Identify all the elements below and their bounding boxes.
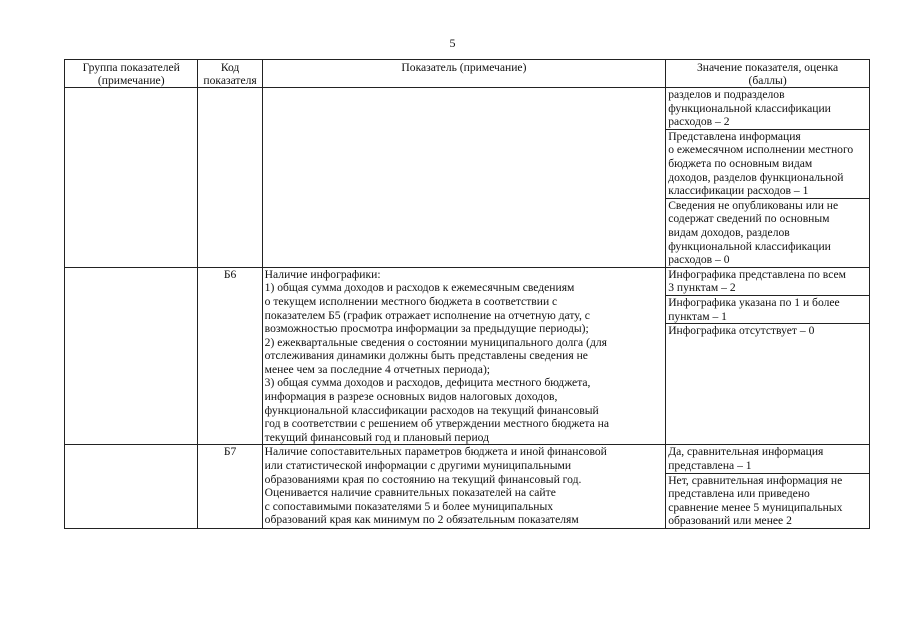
- value-line: бюджета по основным видам: [668, 156, 813, 170]
- header-indicator: [262, 60, 666, 88]
- header-code: [198, 60, 262, 88]
- indicator-line: о текущем исполнении местного бюджета в соответствии с: [264, 294, 558, 308]
- value-option: [666, 268, 869, 296]
- value-option: [666, 474, 869, 528]
- value-line: Инфографика отсутствует – 0: [668, 324, 815, 338]
- table-header-row: [65, 60, 870, 88]
- indicator-cell: [262, 267, 666, 445]
- indicator-line: менее чем за последние 4 отчетных периода);: [264, 362, 491, 376]
- value-line: расходов – 2: [668, 115, 730, 129]
- indicator-line: образований края как минимум по 2 обязательным показателям: [264, 513, 579, 527]
- code-cell: [198, 88, 262, 268]
- indicator-line: 2) ежеквартальные сведения о состоянии муниципального долга (для: [264, 335, 607, 349]
- value-option: [666, 324, 869, 338]
- value-line: пунктам – 1: [668, 309, 727, 323]
- indicator-line: Наличие инфографики:: [264, 267, 381, 281]
- value-line: содержат сведений по основным: [668, 212, 830, 226]
- code-cell: Б6: [198, 267, 262, 445]
- group-cell: [65, 267, 198, 445]
- table-row: [65, 267, 870, 445]
- value-line: представлена – 1: [668, 459, 752, 473]
- header-value-line-2: (баллы): [748, 74, 787, 87]
- value-line: Нет, сравнительная информация не: [668, 473, 843, 487]
- indicator-line: 3) общая сумма доходов и расходов, дефицита местного бюджета,: [264, 376, 591, 390]
- value-line: 3 пунктам – 2: [668, 281, 736, 295]
- indicator-cell: [262, 88, 666, 268]
- indicators-table: [64, 59, 870, 529]
- indicator-line: показателем Б5 (график отражает исполнение на отчетную дату, с: [264, 308, 590, 322]
- indicator-line: Оценивается наличие сравнительных показателей на сайте: [264, 486, 556, 500]
- value-line: функциональной классификации: [668, 239, 831, 253]
- code-cell: Б7: [198, 445, 262, 529]
- header-group: [65, 60, 198, 88]
- value-line: о ежемесячном исполнении местного: [668, 143, 854, 157]
- indicator-line: текущий финансовый год и плановый период: [264, 430, 490, 444]
- header-group-line-2: (примечание): [97, 74, 165, 87]
- value-line: Представлена информация: [668, 129, 801, 143]
- indicator-line: отслеживания динамики должны быть представлены сведения не: [264, 349, 588, 363]
- value-line: представлена или приведено: [668, 487, 810, 501]
- value-line: Инфографика указана по 1 и более: [668, 295, 840, 309]
- header-value-line-1: Значение показателя, оценка: [696, 61, 839, 74]
- indicator-line: функциональной классификации расходов на текущий финансовый: [264, 403, 599, 417]
- header-code-line-1: Код: [220, 61, 240, 74]
- table-row: [65, 445, 870, 529]
- value-option: [666, 88, 869, 130]
- value-line: функциональной классификации: [668, 101, 831, 115]
- value-option: [666, 130, 869, 199]
- header-indicator-line-1: Показатель (примечание): [401, 61, 527, 74]
- value-option: [666, 296, 869, 324]
- value-line: классификации расходов – 1: [668, 184, 809, 198]
- indicator-line: год в соответствии с решением об утверждении местного бюджета на: [264, 417, 610, 431]
- indicator-line: информация в разрезе основных видов налоговых доходов,: [264, 390, 558, 404]
- header-group-line-1: Группа показателей: [82, 61, 180, 74]
- value-line: сравнение менее 5 муниципальных: [668, 500, 843, 514]
- header-value: [666, 60, 870, 88]
- header-code-line-2: показателя: [203, 74, 257, 87]
- table-row: [65, 88, 870, 268]
- indicator-line: образованиями края по состоянию на текущий финансовый год.: [264, 472, 582, 486]
- value-line: доходов, разделов функциональной: [668, 170, 844, 184]
- value-cell: [666, 267, 870, 445]
- value-line: расходов – 0: [668, 253, 730, 267]
- value-option: [666, 445, 869, 473]
- value-line: Да, сравнительная информация: [668, 445, 824, 459]
- value-option: [666, 199, 869, 267]
- value-line: разделов и подразделов: [668, 88, 785, 101]
- indicator-line: Наличие сопоставительных параметров бюджета и иной финансовой: [264, 445, 607, 459]
- indicator-line: возможностью просмотра информации за предыдущие периоды);: [264, 322, 589, 336]
- indicator-line: 1) общая сумма доходов и расходов к ежемесячным сведениям: [264, 281, 575, 295]
- value-line: видам доходов, разделов: [668, 225, 790, 239]
- value-cell: [666, 88, 870, 268]
- value-line: Инфографика представлена по всем: [668, 267, 846, 281]
- page-number: 5: [449, 36, 456, 50]
- indicator-line: с сопоставимыми показателями 5 и более муниципальных: [264, 499, 554, 513]
- value-line: Сведения не опубликованы или не: [668, 198, 839, 212]
- value-line: образований или менее 2: [668, 514, 792, 528]
- indicator-cell: [262, 445, 666, 529]
- indicator-line: или статистической информации с другими муниципальными: [264, 459, 572, 473]
- group-cell: [65, 88, 198, 268]
- value-cell: [666, 445, 870, 529]
- group-cell: [65, 445, 198, 529]
